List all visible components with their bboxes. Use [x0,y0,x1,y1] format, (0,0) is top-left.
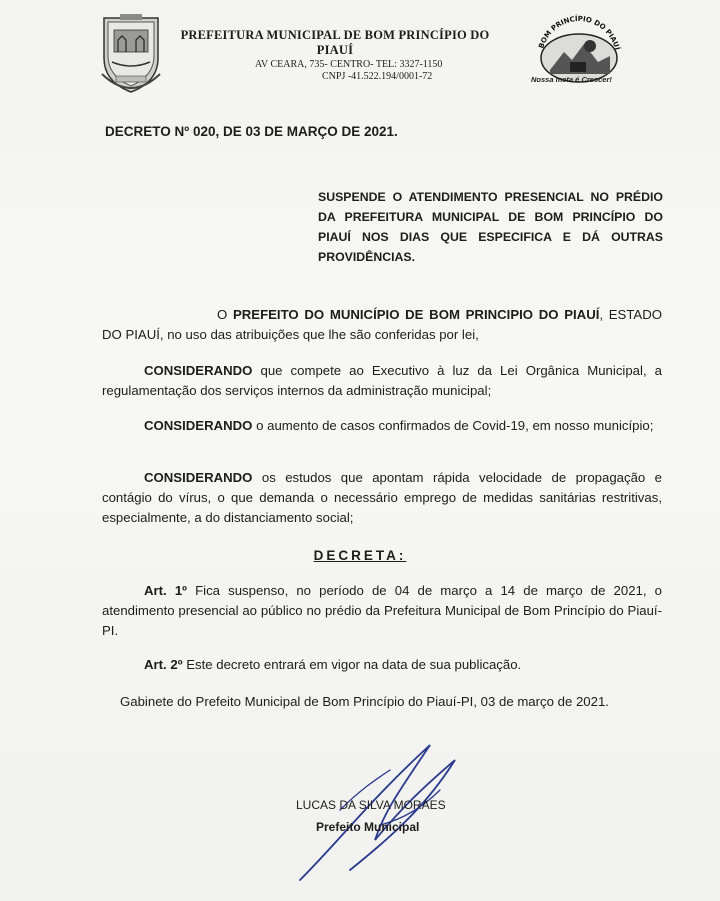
article-2 [102,655,662,675]
considerando-paragraph-1 [102,361,662,401]
article-2-label: Art. 2º [144,657,183,672]
article-1-label: Art. 1º [144,583,187,598]
letterhead [0,0,720,110]
article-1 [102,581,662,641]
considerando-word: CONSIDERANDO [144,470,253,485]
considerando-paragraph-2 [102,416,662,436]
letterhead-text [170,28,500,82]
considerando-word: CONSIDERANDO [144,363,253,378]
decreta-heading: DECRETA: [313,548,407,563]
signer-role: Prefeito Municipal [316,820,420,834]
considerando-paragraph-3 [102,468,662,528]
article-2-text: Este decreto entrará em vigor na data de sua publicação. [186,657,522,672]
preamble-paragraph [102,305,662,345]
municipal-coat-of-arms-icon [100,12,162,98]
decree-number: DECRETO Nº 020, DE 03 DE MARÇO DE 2021. [105,124,398,139]
address-line: AV CEARA, 735- CENTRO- TEL: 3327-1150 [255,59,443,70]
article-1-text: Fica suspenso, no período de 04 de março a 14 de março de 2021, o atendimento presencial ao público no prédio da Prefeitura Municipal de Bom Princípio do Piauí-PI. [102,583,662,638]
preamble-prefix: O [217,307,228,322]
considerando-2-text: o aumento de casos confirmados de Covid-19, em nosso município; [256,418,654,433]
signer-name: LUCAS DA SILVA MORAES [296,798,446,812]
logo-tagline: Nossa meta é Crescer! [531,75,612,84]
closing-line: Gabinete do Prefeito Municipal de Bom Princípio do Piauí-PI, 03 de março de 2021. [120,694,609,709]
considerando-word: CONSIDERANDO [144,418,253,433]
preamble-authority: PREFEITO DO MUNICÍPIO DE BOM PRINCIPIO DO PIAUÍ [232,307,600,322]
considerando-3-text: os estudos que apontam rápida velocidade de propagação e contágio do vírus, o que demanda o necessário emprego de medidas sanitárias restritivas, especialmente, a do distanciamento social; [102,470,662,525]
municipality-title: PREFEITURA MUNICIPAL DE BOM PRINCÍPIO DO PIAUÍ [180,28,490,57]
handwritten-signature [280,730,480,895]
considerando-1-text: que compete ao Executivo à luz da Lei Orgânica Municipal, a regulamentação dos serviços internos da administração municipal; [102,363,662,398]
logo-text: BOM PRINCÍPIO DO PIAUÍ [537,14,622,51]
preamble-rest: , ESTADO DO PIAUÍ, no uso das atribuições que lhe são conferidas por lei, [102,307,662,342]
cnpj-line: CNPJ -41.522.194/0001-72 [322,71,433,82]
decree-ementa: SUSPENDE O ATENDIMENTO PRESENCIAL NO PRÉDIO DA PREFEITURA MUNICIPAL DE BOM PRINCÍPIO DO PIAUÍ NOS DIAS QUE ESPECIFICA E DÁ OUTRAS PROVIDÊNCIAS. [318,190,663,264]
